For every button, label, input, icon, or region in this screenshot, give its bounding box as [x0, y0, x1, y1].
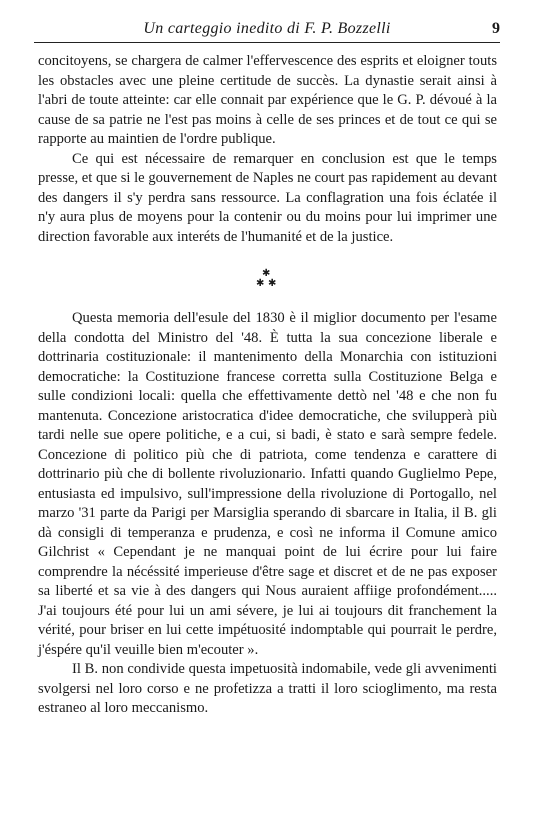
paragraph: Questa memoria dell'esule del 1830 è il miglior documento per l'esame della condotta del Ministro del '48. È tutta la sua concezione liberale e dottrinaria costituzionale: il mantenimento della Monarchia con istituzioni democratiche: la Costituzione francese corretta sulla Costituzione Belga e sulle condizioni locali: quella che effettivamente dettò nel '48 e che non fu mantenuta. Concezione aristocratica d'idee democratiche, che svilupperà più tardi nelle sue opere politiche, e a cui, si badi, è stato e sarà sempre fedele. Concezione di politico più che di patriota, come tendenza e carattere di dottrinario più che di bollente rivoluzionario. Infatti quando Guglielmo Pepe, entusiasta ed impulsivo, sull'impressione della rivoluzione di Portogallo, nel marzo '31 parte da Parigi per Marsiglia sperando di sbarcare in Italia, il B. gli dà consigli di temperanza e prudenza, e così ne informa il Comune amico Gilchrist « Cependant je ne manquai point de lui écrire pour lui faire comprendre la nécéssité imperieuse d'être sage et discret et de ne pas exposer sa liberté et sa vie à des dangers qui Nous auraient affiige profondément..... J'ai toujours été pour lui un ami sévere, je lui ai toujours dit franchement la vérité, pour briser en lui cette impétuosité indomptable qui pourrait le perdre, j'éspére qu'il veuille bien m'ecouter ».	[38, 310, 497, 658]
paragraph-continuation: concitoyens, se chargera de calmer l'effervescence des esprits et eloigner touts les obstacles avec une pleine certitude de succès. La dynastie serait ainsi à l'abri de toute atteinte: car elle connait par expérience que le G. P. dévoué à la cause de sa patrie ne l'est pas moins à celle de ses princes et de tout ce qui se rapporte au maintien de l'ordre publique.	[38, 53, 497, 147]
section-separator: ✱ ✱ ✱	[256, 268, 277, 289]
page-number: 9	[492, 20, 500, 37]
running-title: Un carteggio inedito di F. P. Bozzelli	[143, 20, 391, 37]
paragraph: Il B. non condivide questa impetuosità indomabile, vede gli avvenimenti svolgersi nel loro corso e ne profetizza a tratti il loro scioglimento, ma resta estraneo al loro meccanismo.	[38, 661, 497, 716]
paragraph: Ce qui est nécessaire de remarquer en conclusion est que le temps presse, et que si le gouvernement de Naples ne court pas rapidement au devant des dangers il s'y perdra sans ressource. La conflagration una fois éclatée il n'y aura plus de moyens pour la contenir ou du moins pour lui imprimer une direction favorable aux interéts de l'humanité et de la justice.	[38, 150, 497, 245]
body-text	[38, 52, 497, 719]
running-header	[34, 20, 500, 43]
